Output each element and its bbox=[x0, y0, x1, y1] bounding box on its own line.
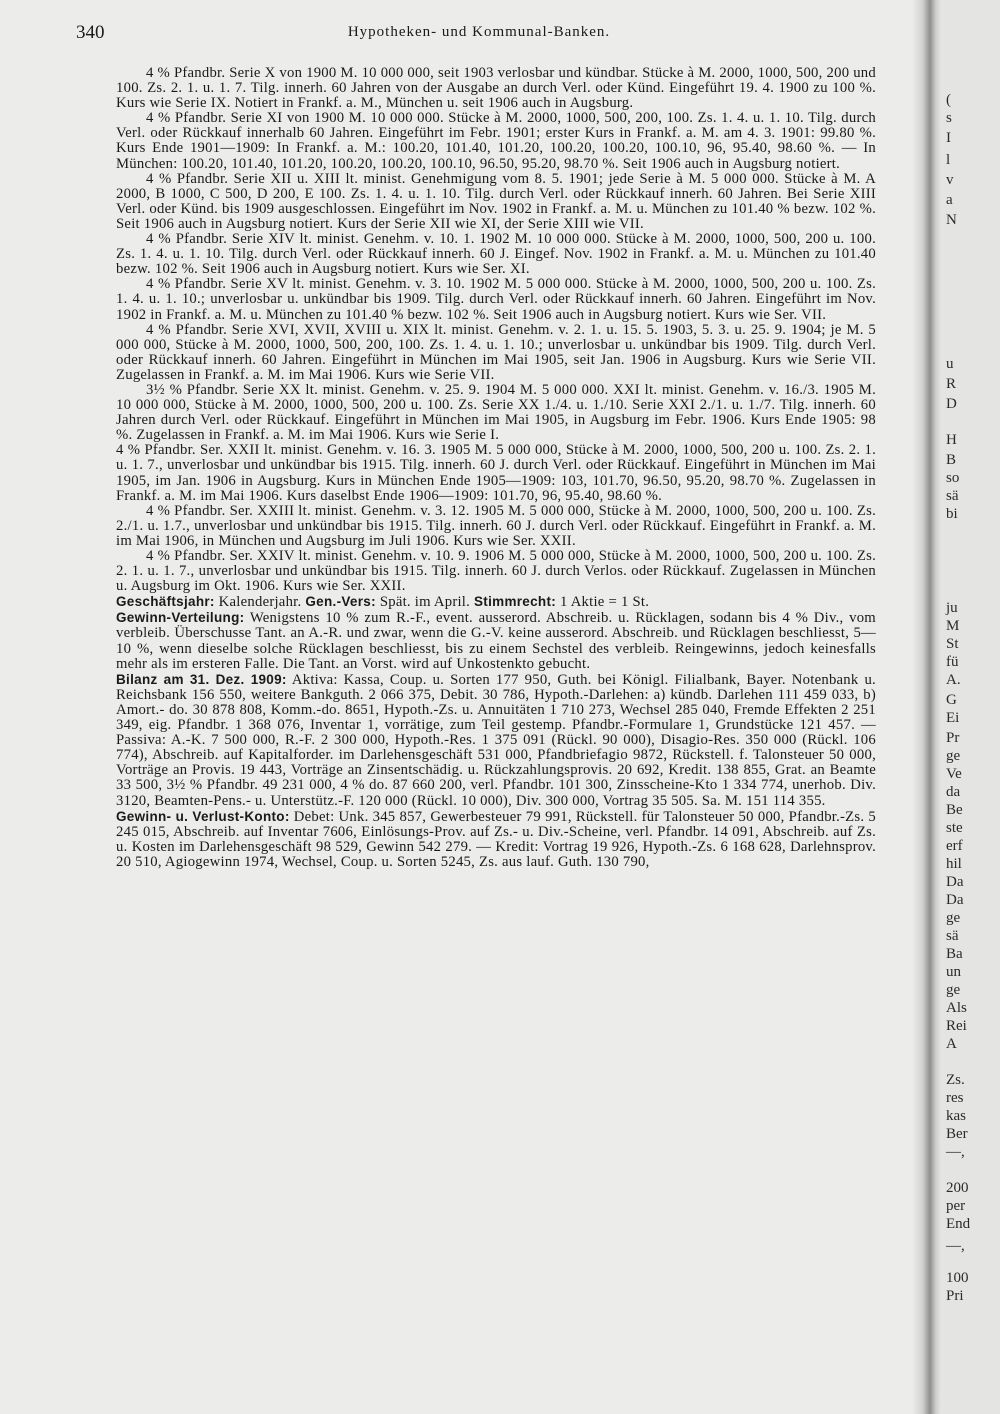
section-text: Spät. im April. bbox=[375, 594, 474, 611]
facing-page-fragment: a bbox=[946, 192, 953, 208]
facing-page-fragment: A. bbox=[946, 672, 961, 688]
page-header bbox=[76, 22, 882, 48]
section-label: Gewinn- u. Verlust-Konto: bbox=[116, 808, 290, 824]
facing-page-fragment: ju bbox=[946, 600, 958, 616]
facing-page-fragment: Ber bbox=[946, 1126, 968, 1142]
bond-series-paragraph: 4 % Pfandbr. Serie X von 1900 M. 10 000 000, seit 1903 verlosbar und kündbar. Stücke à M. 2000, 1000, 500, 200 und 100. Zs. 2. 1. u. 1. 7. Tilg. innerh. 60 Jahren von der Ausgabe an durch Verl. oder Künd. Eingeführt 19. 4. 1900 zu 100 %. Kurs wie Serie IX. Notiert in Frankf. a. M., München u. seit 1906 auch in Augsburg. bbox=[116, 65, 876, 112]
facing-page-fragment: 200 bbox=[946, 1180, 969, 1196]
section-text: Kalenderjahr. bbox=[214, 594, 306, 611]
section-label: Bilanz am 31. Dez. 1909: bbox=[116, 671, 287, 687]
page-body bbox=[116, 66, 876, 870]
facing-page-fragment: erf bbox=[946, 838, 963, 854]
facing-page-fragment: Da bbox=[946, 874, 964, 890]
section-text: Aktiva: Kassa, Coup. u. Sorten 177 950, Guth. bei Königl. Filialbank, Bayer. Notenbank u. Reichsbank 156 550, weitere Bankguth. 2 066 375, Debit. 30 786, Hypoth.-Darlehen: a) kündb. Darlehen 111 459 033, b) Amort.- do. 30 878 808, Komm.-do. 8651, Hypoth.-Zs. u. Annuitäten 1 710 273, Wechsel 285 040, Fremde Effekten 2 251 349, eig. Pfandbr. 1 368 076, Inventar 1, vorrätige, zum Teil gestemp. Pfandbr.-Formulare 1, Grundstücke 121 457. — Passiva: A.-K. 7 500 000, R.-F. 2 300 000, Hypoth.-Res. 1 375 091 (Rückl. 90 000), Disagio-Res. 350 000 (Rückl. 106 774), Abschreib. auf Kapitalforder. im Darlehensgeschäft 531 000, Pfandbriefagio 9872, Rückstell. f. Talonsteuer 50 000, Vorträge an Provis. 19 443, Vorträge an Zinsentschädig. u. Rückzahlungsprovis. 20 692, Kredit. 138 855, Grat. an Beamte 33 500, 3½ % Pfandbr. 49 231 000, 4 % do. 87 660 200, verl. Pfandbr. 101 300, Zinsscheine-Kto 1 334 774, unerhob. Div. 3120, Beamten-Pens.- u. Unterstütz.-F. 120 000 (Rückl. 10 000), Div. 300 000, Vortrag 35 505. Sa. M. 151 114 355. bbox=[116, 671, 876, 809]
facing-page-fragment: sä bbox=[946, 928, 959, 944]
section-text: Wenigstens 10 % zum R.-F., event. ausserord. Abschreib. u. Rücklagen, sodann bis 4 % Div., vom verbleib. Überschusse Tant. an A.-R. und zwar, wenn die G.-V. keine ausserord. Abschreib. und Rücklagen beschliesst, 5—10 %, wenn dieselbe solche Rücklagen beschliesst, bis zu einem Sechstel des verbleib. Reingewinns, jedoch keinesfalls mehr als im ersteren Falle. Die Tant. an Vorst. wird auf Unkostenkto gebucht. bbox=[116, 610, 876, 672]
section-text: Debet: Unk. 345 857, Gewerbesteuer 79 991, Rückstell. für Talonsteuer 50 000, Pfandbr.-Zs. 5 245 015, Abschreib. auf Inventar 7606, Einlösungs-Prov. auf Zs.- u. Div.-Scheine, verl. Pfandbr. 14 091, Abschreib. auf Zs. u. Kosten im Darlehensgeschäft 98 529, Gewinn 542 279. — Kredit: Vortrag 19 926, Hypoth.-Zs. 6 168 628, Darlehnsprov. 20 510, Agiogewinn 1974, Wechsel, Coup. u. Sorten 5245, Zs. aus lauf. Guth. 130 790, bbox=[116, 808, 876, 870]
facing-page-fragment: da bbox=[946, 784, 961, 800]
facing-page-fragment: un bbox=[946, 964, 961, 980]
facing-page-fragment: Pri bbox=[946, 1288, 964, 1304]
bond-series-paragraph: 4 % Pfandbr. Serie XIV lt. minist. Genehm. v. 10. 1. 1902 M. 10 000 000. Stücke à M. 2000, 1000, 500, 200 u. 100. Zs. 1. 4. u. 1. 10. Tilg. durch Verl. oder Rückkauf innerh. 60 J. Eingef. Nov. 1902 in Frankf. a. M. u. München zu 101.40 bezw. 102 %. Seit 1906 auch in Augsburg notiert. Kurs wie Ser. XI. bbox=[116, 231, 876, 278]
facing-page-fragment: Be bbox=[946, 802, 963, 818]
running-head: Hypotheken- und Kommunal-Banken. bbox=[347, 24, 611, 40]
facing-page-fragment: l bbox=[946, 152, 951, 168]
section-label: Gen.-Vers: bbox=[305, 594, 376, 610]
bond-series-paragraph: 4 % Pfandbr. Ser. XXIII lt. minist. Genehm. v. 3. 12. 1905 M. 5 000 000, Stücke à M. 2000, 1000, 500, 200 u. 100. Zs. 2./1. u. 1.7., unverlosbar und unkündbar bis 1915. Tilg. innerh. 60 J. durch Verl. oder Rückkauf. Eingeführt in Frankf. a. M. im Mai 1906, in München und Augsburg im Juli 1906. Kurs wie Ser. XXII. bbox=[116, 502, 876, 549]
facing-page-fragment: Rei bbox=[946, 1018, 967, 1034]
facing-page-fragment: per bbox=[946, 1198, 966, 1214]
facing-page-fragment: ( bbox=[946, 92, 951, 108]
facing-page-fragment: 100 bbox=[946, 1270, 969, 1286]
company-data-section bbox=[116, 809, 876, 870]
facing-page-fragment: H bbox=[946, 432, 957, 448]
facing-page-fragment: so bbox=[946, 470, 960, 486]
facing-page-fragment: Ba bbox=[946, 946, 963, 962]
facing-page-edge bbox=[936, 0, 1000, 1414]
facing-page-fragment: I bbox=[946, 130, 951, 146]
company-data-section bbox=[116, 610, 876, 671]
facing-page-fragment: St bbox=[946, 636, 959, 652]
facing-page-fragment: Zs. bbox=[946, 1072, 965, 1088]
facing-page-fragment: ge bbox=[946, 910, 961, 926]
facing-page-fragment: ste bbox=[946, 820, 963, 836]
facing-page-fragment: Ve bbox=[946, 766, 962, 782]
facing-page-fragment: hil bbox=[946, 856, 962, 872]
facing-page-fragment: Ei bbox=[946, 710, 960, 726]
facing-page-fragment: sä bbox=[946, 488, 959, 504]
facing-page-fragment: fü bbox=[946, 654, 959, 670]
facing-page-fragment: ge bbox=[946, 982, 961, 998]
bond-series-paragraph: 4 % Pfandbr. Serie XI von 1900 M. 10 000 000. Stücke à M. 2000, 1000, 500, 200, 100. Zs. 1. 4. u. 1. 10. Tilg. durch Verl. oder Rückkauf innerhalb 60 Jahren. Eingeführt im Febr. 1901; erster Kurs in Frankf. a. M. am 4. 3. 1901: 99.80 %. Kurs Ende 1901—1909: In Frankf. a. M.: 100.20, 101.40, 101.20, 100.20, 100.20, 100.10, 96, 95.40, 98.60 %. — In München: 100.20, 101.40, 101.20, 100.20, 100.20, 100.10, 96.50, 95.20, 98.70 %. Seit 1906 auch in Augsburg notiert. bbox=[116, 110, 876, 172]
facing-page-fragment: —, bbox=[946, 1144, 965, 1160]
section-text: 1 Aktie = 1 St. bbox=[556, 594, 650, 611]
bond-series-paragraph: 3½ % Pfandbr. Serie XX lt. minist. Genehm. v. 25. 9. 1904 M. 5 000 000. XXI lt. minist. Genehm. v. 16./3. 1905 M. 10 000 000, Stücke à M. 2000, 1000, 500, 200 u. 100. Zs. Serie XX 1./4. u. 1./10. Serie XXI 2./1. u. 1./7. Tilg. innerh. 60 Jahren durch Verl. oder Rückkauf. Eingeführt in München im Mai 1905, in Augsburg im Febr. 1906. Kurs Ende 1905: 98 %. Zugelassen in Frankf. a. M. im Mai 1906. Kurs wie Serie I. bbox=[116, 381, 876, 444]
facing-page-fragment: B bbox=[946, 452, 957, 468]
facing-page-fragment: End bbox=[946, 1216, 971, 1232]
facing-page-fragment: res bbox=[946, 1090, 964, 1106]
facing-page-fragment: N bbox=[946, 212, 957, 228]
facing-page-fragment: s bbox=[946, 110, 952, 126]
facing-page-fragment: ge bbox=[946, 748, 961, 764]
facing-page-fragment: M bbox=[946, 618, 960, 634]
bond-series-paragraph: 4 % Pfandbr. Serie XII u. XIII lt. minist. Genehmigung vom 8. 5. 1901; jede Serie à M. 5 000 000. Stücke à M. A 2000, B 1000, C 500, D 200, E 100. Zs. 1. 4. u. 1. 10. Tilg. durch Verl. oder Rückkauf innerh. 60 Jahren. Bei Serie XIII Verl. oder Künd. bis 1909 ausgeschlossen. Eingeführt im Nov. 1902 in Frankf. a. M. u. München zu 101.40 % bezw. 102 %. Seit 1906 auch in Augsburg notiert. Kurs der Serie XII wie XI, der Serie XIII wie VII. bbox=[116, 170, 876, 232]
bond-series-paragraph: 4 % Pfandbr. Ser. XXIV lt. minist. Genehm. v. 10. 9. 1906 M. 5 000 000, Stücke à M. 2000, 1000, 500, 200 u. 100. Zs. 2. 1. u. 1. 7., unverlosbar und unkündbar bis 1915. Tilg. innerh. 60 J. durch Verlos. oder Rückkauf. Zugelassen in München u. Augsburg im Okt. 1906. Kurs wie Ser. XXII. bbox=[116, 548, 876, 595]
company-data-section bbox=[116, 672, 876, 809]
facing-page-fragment: bi bbox=[946, 506, 958, 522]
facing-page-fragment: D bbox=[946, 396, 957, 412]
facing-page-fragment: A bbox=[946, 1036, 957, 1052]
facing-page-fragment: G bbox=[946, 692, 957, 708]
facing-page-fragment: u bbox=[946, 356, 954, 372]
facing-page-fragment: kas bbox=[946, 1108, 966, 1124]
page-number: 340 bbox=[76, 22, 105, 43]
bond-series-paragraph: 4 % Pfandbr. Serie XV lt. minist. Genehm. v. 3. 10. 1902 M. 5 000 000. Stücke à M. 2000, 1000, 500, 200 u. 100. Zs. 1. 4. u. 1. 10.; unverlosbar u. unkündbar bis 1909. Tilg. durch Verl. oder Rückkauf innerh. 60 Jahren. Eingeführt im Nov. 1902 in Frankf. a. M. u. München zu 101.40 % bezw. 102 %. Seit 1906 auch in Augsburg notiert. Kurs wie Ser. VII. bbox=[116, 276, 876, 323]
facing-page-fragment: Da bbox=[946, 892, 964, 908]
section-label: Geschäftsjahr: bbox=[116, 594, 215, 610]
facing-page-fragment: —, bbox=[946, 1238, 965, 1254]
facing-page-fragment: Pr bbox=[946, 730, 960, 746]
bond-series-paragraph: 4 % Pfandbr. Ser. XXII lt. minist. Genehm. v. 16. 3. 1905 M. 5 000 000, Stücke à M. 2000, 1000, 500, 200 u. 100. Zs. 2. 1. u. 1. 7., unverlosbar und unkündbar bis 1915. Tilg. innerh. 60 J. durch Verl. oder Rückkauf. Eingeführt in München im Mai 1905, im Jan. 1906 in Augsburg. Kurs in München Ende 1905—1909: 103, 101.70, 96.50, 95.20, 98.70 %. Zugelassen in Frankf. a. M. im Mai 1906. Kurs daselbst Ende 1906—1909: 101.70, 96, 95.40, 98.60 %. bbox=[116, 442, 876, 504]
facing-page-fragment: R bbox=[946, 376, 957, 392]
section-label: Stimmrecht: bbox=[473, 594, 557, 610]
company-data-section bbox=[116, 594, 876, 610]
facing-page-fragment: v bbox=[946, 172, 954, 188]
bond-series-paragraph: 4 % Pfandbr. Serie XVI, XVII, XVIII u. XIX lt. minist. Genehm. v. 2. 1. u. 15. 5. 1903, 5. 3. u. 25. 9. 1904; je M. 5 000 000, Stücke à M. 2000, 1000, 500, 200, 100. Zs. 1. 4. u. 1. 10.; unverlosbar u. unkündbar bis 1909. Tilg. durch Verl. oder Rückkauf innerh. 60 Jahren. Eingeführt in München im Mai 1905, seit Jan. 1906 in Augsburg. Kurs wie Serie VII. Zugelassen in Frankf. a. M. im Mai 1906. Kurs wie Serie VII. bbox=[116, 321, 876, 383]
facing-page-fragment: Als bbox=[946, 1000, 967, 1016]
section-label: Gewinn-Verteilung: bbox=[116, 610, 245, 626]
